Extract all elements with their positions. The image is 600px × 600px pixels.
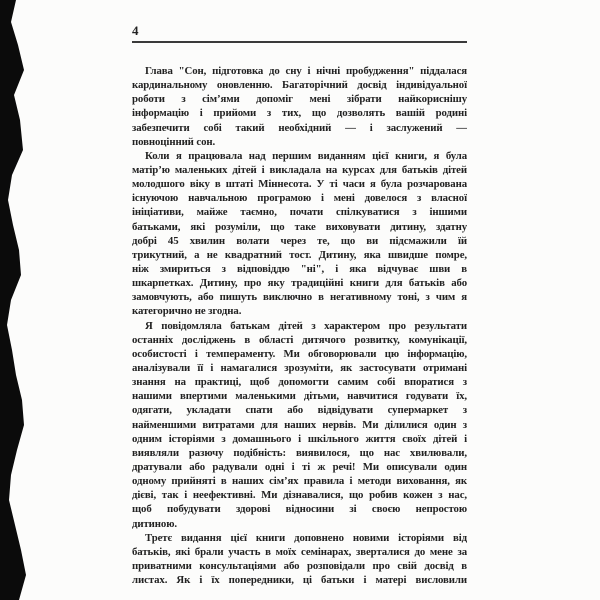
text-line: особистості і темпераменту. Ми обговорювали цю інформацію, [132,347,467,360]
text-line: батьками, які розуміли, що таке виховувати дитину, здатну [132,220,467,233]
text-line: знання на практиці, щоб допомогти самим собі впоратися з [132,376,467,389]
text-line: дратували або радували одні і ті ж речі! Ми описували один [132,460,467,473]
scan-edge-artifact [0,0,30,600]
text-line: одягати, укладати спати або відвідувати супермаркет з [132,404,467,417]
text-line: молодшого віку в штаті Міннесота. У ті часи я була розчарована [132,178,467,191]
text-line: дитиною. [132,517,177,530]
text-line: Третє видання цієї книги доповнено новими історіями від [145,531,467,544]
text-line: Я повідомляла батькам дітей з характером про результати [145,319,467,332]
text-line: Глава "Сон, підготовка до сну і нічні пробудження" піддалася [145,65,467,77]
text-line: кардинальному оновленню. Багаторічний досвід індивідуальної [132,79,467,92]
text-line: трикутний, а не квадратний тост. Дитину, яка швидше помре, [132,248,467,261]
text-line: листах. Як і їх попередники, ці батьки і матері висловили [132,574,467,587]
text-line: забезпечити собі такий необхідний — і заслужений — [132,121,467,134]
text-line: виявляли разючу подібність: виявилося, що нас хвилювали, [132,446,467,459]
body-text [132,64,467,587]
text-line: приватними консультаціями або розповідали про свій досвід в [132,559,467,572]
text-line: категорично не згодна. [132,305,242,318]
text-line: щоб побудувати здорові відносини зі своєю непростою [132,503,467,516]
header-rule [132,41,467,43]
text-line: існуючою навчальною програмою і мені довелося з власної [132,192,467,205]
scan-edge-shape [0,0,26,600]
text-line: повноцінний сон. [132,135,216,148]
text-line: інформацію і прийоми з тих, що дозволять вашій родині [132,107,467,120]
text-line: одному прийняті в наших сім’ях правила і методи виховання, як [132,475,467,488]
text-line: найменшими витратами для наших нервів. Ми ділилися один з [132,418,467,431]
text-line: батьків, які брали участь в моїх семінарах, зверталися до мене за [132,545,467,558]
text-line: шкарпетках. Дитину, про яку традиційні книги для батьків або [132,277,467,290]
text-line: роботи з сім’ями допоміг мені зібрати найкориснішу [132,93,467,106]
text-line: нашими впертими маленькими дітьми, навчитися годувати їх, [132,390,467,403]
text-line: замовчують, або пишуть виключно в негативному тоні, з чим я [132,291,467,304]
text-line: матір’ю маленьких дітей і викладала на курсах для батьків дітей [132,163,467,176]
text-line: ініціативи, майже таємно, почати спілкуватися з іншими [132,206,467,219]
text-line: одним історіями з домашнього і шкільного життя своїх дітей і [132,432,467,445]
text-line: Коли я працювала над першим виданням цієї книги, я була [145,149,467,162]
text-line: ніж змириться з відповіддю "ні", і яка відчуває шви в [132,262,467,275]
text-line: останніх досліджень в області дитячого розвитку, комунікації, [132,333,467,346]
text-line: аналізували її і намагалися зрозуміти, як застосувати отримані [132,361,467,374]
text-line: дієві, так і неефективні. Ми дізнавалися, що робив кожен з нас, [132,489,467,502]
page-number: 4 [132,23,139,38]
text-line: добрі 45 хвилин волати через те, що ви підсмажили їй [132,234,467,247]
